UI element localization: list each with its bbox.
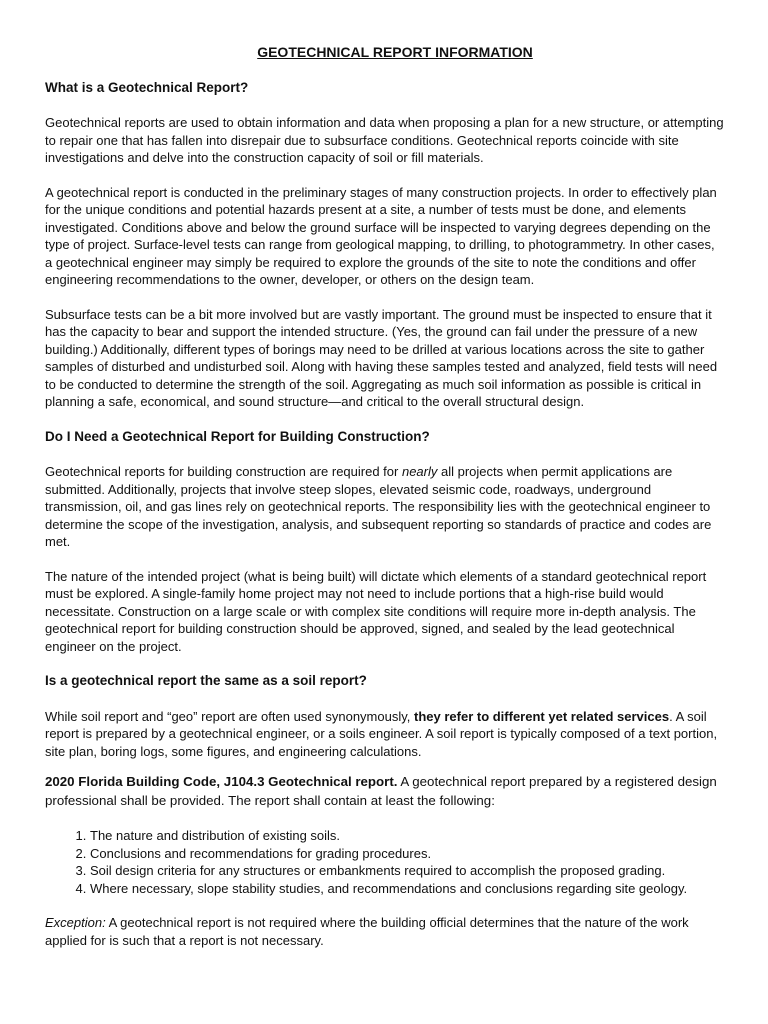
code-citation: 2020 Florida Building Code, J104.3 Geotechnical report. — [45, 774, 398, 789]
list-item: 2. Conclusions and recommendations for grading procedures. — [90, 845, 725, 863]
list-item: 1. The nature and distribution of existing soils. — [90, 827, 725, 845]
emphasis-nearly: nearly — [401, 464, 438, 479]
text-segment: . A soil report is prepared by a geotechnical engineer, or a soils engineer. A soil report is typically composed of a text portion, site plan, boring logs, some figures, and engineering calculations. — [45, 708, 718, 759]
heading-do-i-need: Do I Need a Geotechnical Report for Building Construction? — [45, 428, 430, 444]
text-segment: all projects when permit applications are submitted. Additionally, projects that involve steep slopes, elevated seismic code, roadways, underground transmission, oil, and gas lines rely on geotechnical reports. The responsibility lies with the geotechnical engineer to determine the scope of the investigation, analysis, and subsequent reporting so standards of practice and codes are met. — [45, 464, 712, 549]
text-segment: While soil report and “geo” report are often used synonymously, — [45, 708, 414, 724]
document-page — [45, 44, 725, 966]
text-segment: A geotechnical report prepared by a registered design professional shall be provided. The report shall contain at least the following: — [45, 774, 717, 808]
heading-what-is: What is a Geotechnical Report? — [45, 79, 249, 95]
paragraph-definition: Geotechnical reports are used to obtain information and data when proposing a plan for a new structure, or attempting to repair one that has fallen into disrepair due to subsurface conditions. Geotechnical reports coincide with site investigations and delve into the construction capacity of soil or fill materials. — [45, 115, 724, 165]
paragraph-subsurface-tests: Subsurface tests can be a bit more involved but are vastly important. The ground must be inspected to ensure that it has the capacity to bear and support the intended structure. (Yes, the ground can fail under the pressure of a new building.) Additionally, different types of borings may need to be drilled at various locations across the site to gather samples of disturbed and undisturbed soil. Along with having these samples tested and analyzed, field tests will need to be conducted to determine the strength of the soil. Aggregating as much soil information as possible is critical in planning a safe, economical, and sound structure—and critical to the overall structural design. — [45, 306, 718, 409]
paragraph-soil-report — [45, 708, 725, 761]
list-item: 3. Soil design criteria for any structures or embankments required to accomplish the proposed grading. — [90, 862, 725, 880]
requirements-list — [45, 827, 725, 897]
text-segment: A geotechnical report is not required where the building official determines that the nature of the work applied for is such that a report is not necessary. — [45, 915, 689, 948]
bold-related-services: they refer to different yet related services — [414, 708, 670, 724]
paragraph-exception — [45, 914, 725, 949]
paragraph-preliminary-stages: A geotechnical report is conducted in the preliminary stages of many construction projects. In order to effectively plan for the unique conditions and potential hazards present at a site, a number of tests must be done, and elements investigated. Conditions above and below the ground surface will be inspected to varying degrees depending on the type of project. Surface-level tests can range from geological mapping, to drilling, to photogrammetry. In other cases, a geotechnical engineer may simply be required to explore the grounds of the site to note the conditions and offer engineering recommendations to the owner, developer, or others on the design team. — [45, 184, 717, 287]
paragraph-building-construction — [45, 463, 725, 551]
list-item: 4. Where necessary, slope stability studies, and recommendations and conclusions regarding site geology. — [90, 880, 725, 898]
document-title: GEOTECHNICAL REPORT INFORMATION — [257, 44, 533, 60]
paragraph-florida-code — [45, 772, 725, 810]
paragraph-project-nature: The nature of the intended project (what is being built) will dictate which elements of a standard geotechnical report must be explored. A single-family home project may not need to include portions that a high-rise build would necessitate. Construction on a large scale or with complex site conditions will require more in-depth analysis. The geotechnical report for building construction should be approved, signed, and sealed by the lead geotechnical engineer on the project. — [45, 568, 707, 654]
exception-label: Exception: — [45, 915, 106, 930]
text-segment: Geotechnical reports for building construction are required for — [45, 464, 402, 479]
heading-soil-report: Is a geotechnical report the same as a soil report? — [45, 673, 367, 688]
